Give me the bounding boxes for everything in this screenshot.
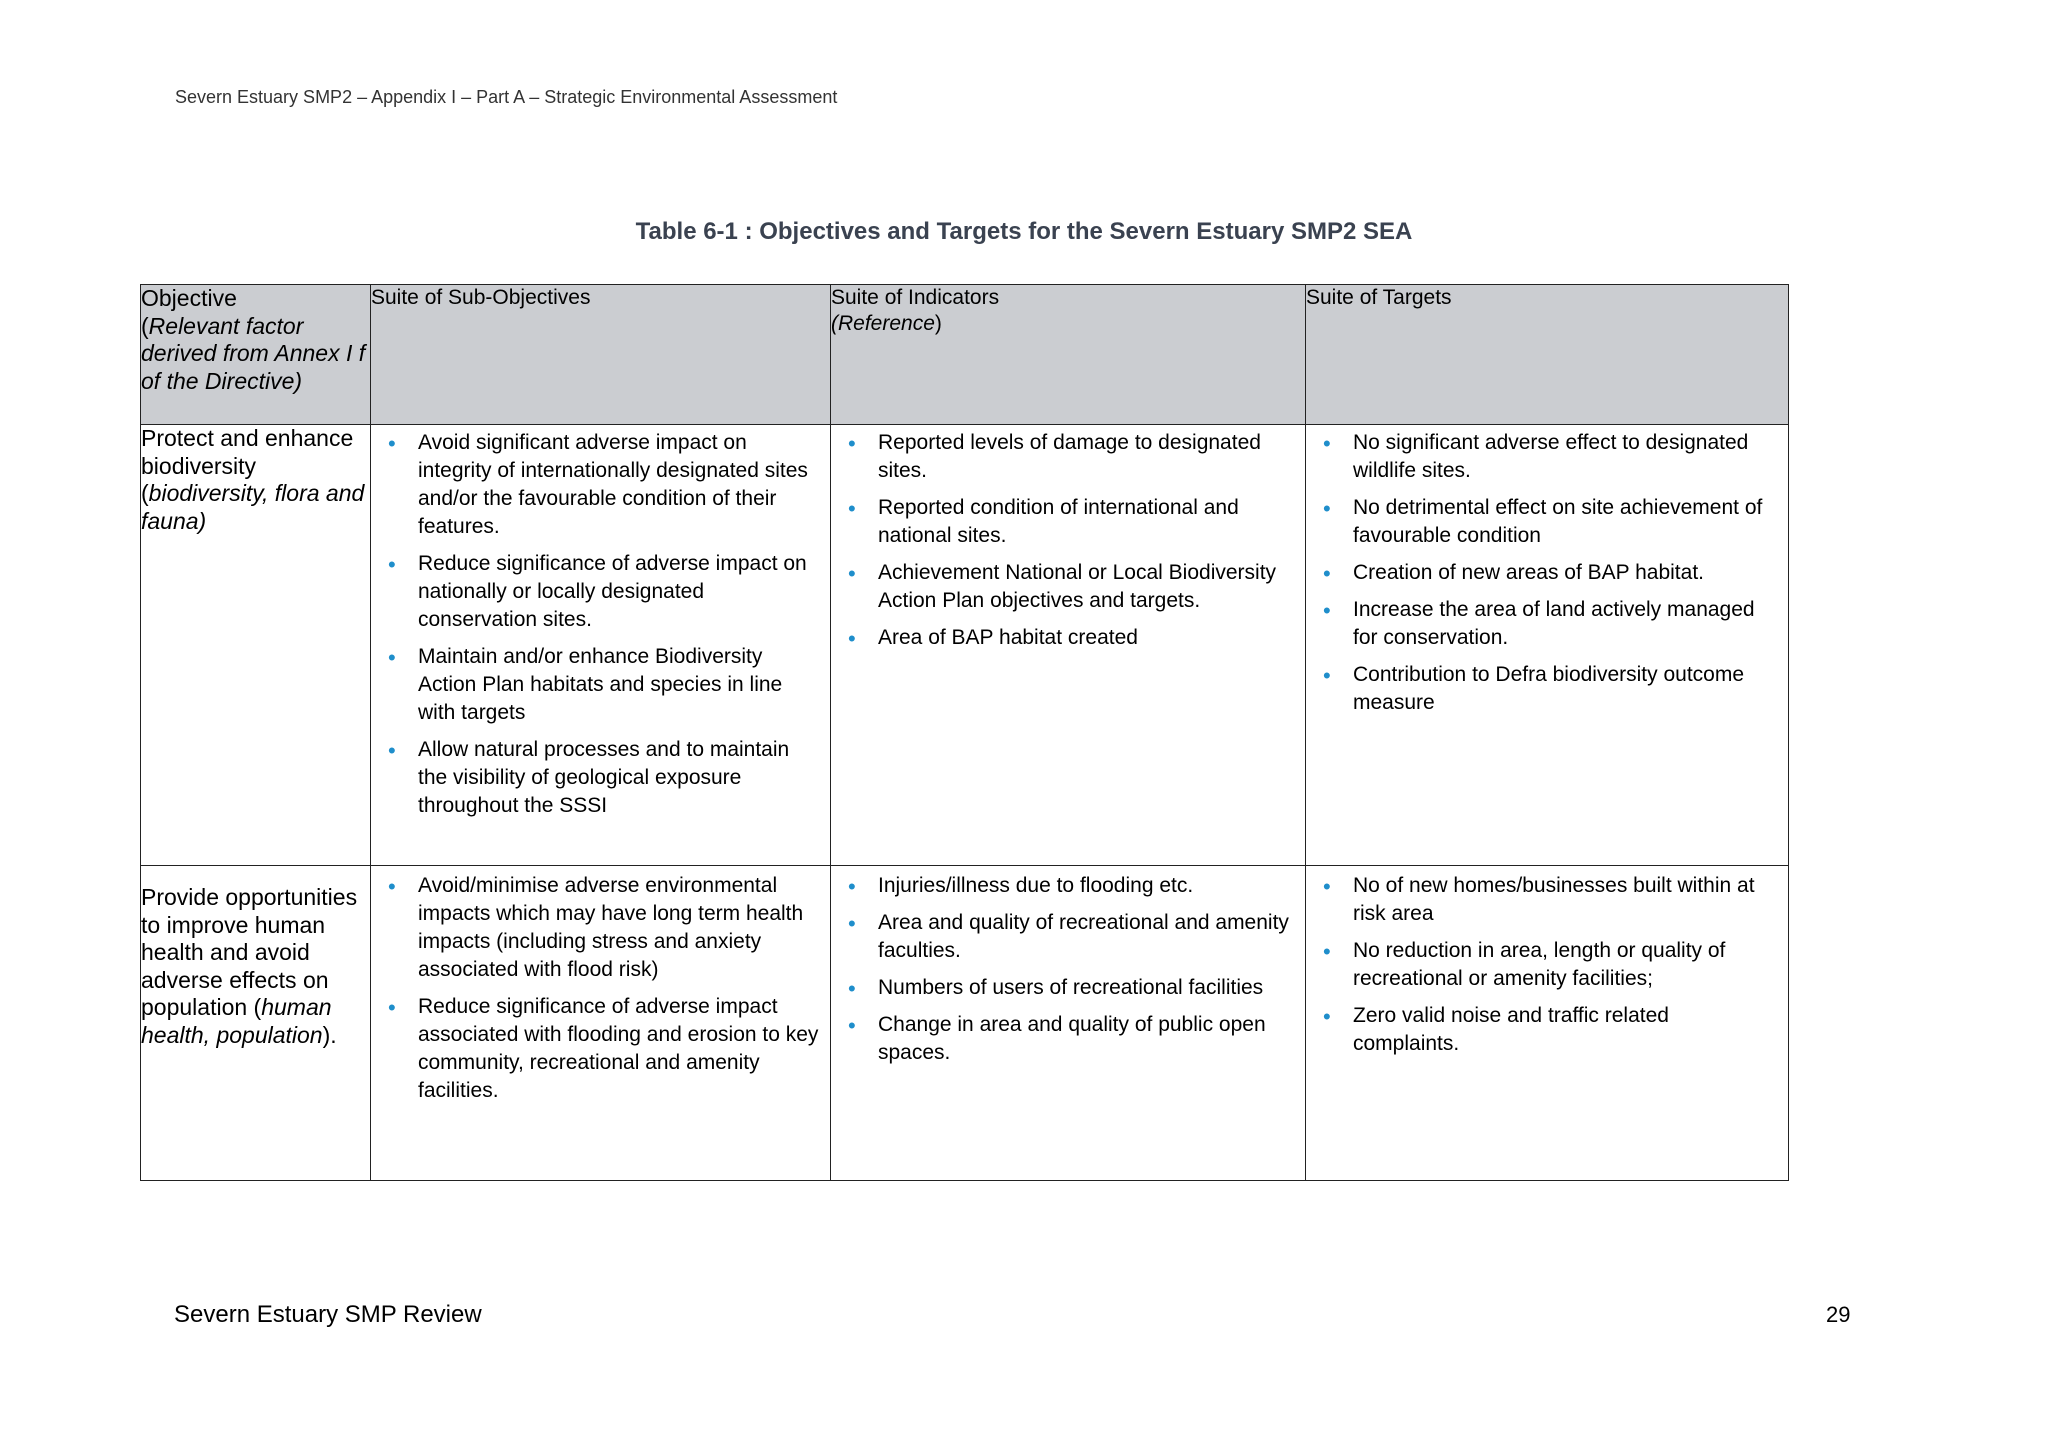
list-item bbox=[388, 872, 820, 984]
row-targets-cell bbox=[1306, 425, 1789, 866]
targets-list bbox=[1306, 425, 1788, 717]
header-indicators bbox=[831, 285, 1306, 425]
list-item-text: Reported condition of international and national sites. bbox=[878, 496, 1239, 547]
table-row bbox=[141, 425, 1789, 866]
header-sub-objectives: Suite of Sub-Objectives bbox=[371, 285, 831, 425]
list-item bbox=[848, 624, 1295, 652]
list-item bbox=[1323, 429, 1778, 485]
bullet-icon: • bbox=[1323, 496, 1331, 521]
row-objective-cell bbox=[141, 866, 371, 1181]
bullet-icon: • bbox=[388, 874, 396, 899]
list-item-text: Zero valid noise and traffic related complaints. bbox=[1353, 1004, 1669, 1055]
row-sub-objectives-cell bbox=[371, 425, 831, 866]
list-item-text: Increase the area of land actively managed for conservation. bbox=[1353, 598, 1755, 649]
bullet-icon: • bbox=[848, 874, 856, 899]
footer-title: Severn Estuary SMP Review bbox=[174, 1301, 482, 1328]
list-item bbox=[388, 550, 820, 634]
objective-factor: biodiversity, flora and fauna) bbox=[141, 480, 365, 534]
list-item-text: Area of BAP habitat created bbox=[878, 626, 1138, 649]
header-targets: Suite of Targets bbox=[1306, 285, 1789, 425]
bullet-icon: • bbox=[848, 496, 856, 521]
bullet-icon: • bbox=[1323, 1004, 1331, 1029]
bullet-icon: • bbox=[388, 645, 396, 670]
list-item-text: Numbers of users of recreational facilities bbox=[878, 976, 1264, 999]
indicators-list bbox=[831, 866, 1305, 1067]
table-row bbox=[141, 866, 1789, 1181]
indicators-list bbox=[831, 425, 1305, 652]
bullet-icon: • bbox=[1323, 874, 1331, 899]
table-title: Table 6-1 : Objectives and Targets for the Severn Estuary SMP2 SEA bbox=[635, 218, 1413, 245]
list-item bbox=[388, 736, 820, 820]
list-item-text: Maintain and/or enhance Biodiversity Action Plan habitats and species in line with targets bbox=[418, 645, 783, 724]
list-item-text: No significant adverse effect to designated wildlife sites. bbox=[1353, 431, 1749, 482]
bullet-icon: • bbox=[848, 561, 856, 586]
table-header-row bbox=[141, 285, 1789, 425]
bullet-icon: • bbox=[388, 431, 396, 456]
targets-list bbox=[1306, 866, 1788, 1058]
row-indicators-cell bbox=[831, 866, 1306, 1181]
objectives-table bbox=[140, 284, 1789, 1181]
bullet-icon: • bbox=[848, 431, 856, 456]
header-objective-paren: ( bbox=[141, 312, 149, 339]
bullet-icon: • bbox=[388, 738, 396, 763]
objective-suffix: ). bbox=[322, 1021, 337, 1048]
list-item bbox=[1323, 559, 1778, 587]
list-item bbox=[1323, 937, 1778, 993]
row-sub-objectives-cell bbox=[371, 866, 831, 1181]
bullet-icon: • bbox=[1323, 939, 1331, 964]
list-item bbox=[1323, 596, 1778, 652]
header-indicators-reference-paren: ) bbox=[934, 312, 942, 335]
list-item-text: Achievement National or Local Biodiversity Action Plan objectives and targets. bbox=[878, 561, 1277, 612]
sub-objectives-list bbox=[371, 866, 830, 1105]
objective-main: Protect and enhance biodiversity bbox=[141, 425, 354, 479]
bullet-icon: • bbox=[1323, 663, 1331, 688]
list-item bbox=[1323, 494, 1778, 550]
page-header: Severn Estuary SMP2 – Appendix I – Part A – Strategic Environmental Assessment bbox=[175, 87, 838, 107]
row-objective-cell bbox=[141, 425, 371, 866]
list-item bbox=[848, 909, 1295, 965]
list-item-text: Injuries/illness due to flooding etc. bbox=[878, 874, 1194, 897]
header-indicators-reference-text: (Reference bbox=[831, 312, 935, 335]
bullet-icon: • bbox=[848, 911, 856, 936]
list-item-text: No detrimental effect on site achievement of favourable condition bbox=[1353, 496, 1763, 547]
bullet-icon: • bbox=[848, 626, 856, 651]
list-item bbox=[848, 494, 1295, 550]
list-item bbox=[1323, 661, 1778, 717]
objective-main: Provide opportunities to improve human health and avoid adverse effects on population bbox=[141, 884, 358, 1020]
bullet-icon: • bbox=[848, 1013, 856, 1038]
sub-objectives-list bbox=[371, 425, 830, 820]
list-item-text: Allow natural processes and to maintain the visibility of geological exposure throughout the SSSI bbox=[418, 738, 790, 817]
list-item-text: Reduce significance of adverse impact associated with flooding and erosion to key community, recreational and amenity facilities. bbox=[418, 995, 819, 1102]
list-item-text: Creation of new areas of BAP habitat. bbox=[1353, 561, 1704, 584]
list-item bbox=[388, 429, 820, 541]
list-item bbox=[848, 1011, 1295, 1067]
list-item-text: Avoid/minimise adverse environmental impacts which may have long term health impacts (including stress and anxiety associated with flood risk) bbox=[418, 874, 804, 981]
list-item-text: Reduce significance of adverse impact on nationally or locally designated conservation sites. bbox=[418, 552, 807, 631]
bullet-icon: • bbox=[848, 976, 856, 1001]
bullet-icon: • bbox=[1323, 598, 1331, 623]
list-item bbox=[848, 974, 1295, 1002]
bullet-icon: • bbox=[388, 552, 396, 577]
bullet-icon: • bbox=[1323, 431, 1331, 456]
list-item-text: Contribution to Defra biodiversity outcome measure bbox=[1353, 663, 1745, 714]
page-number: 29 bbox=[1826, 1302, 1851, 1327]
list-item bbox=[388, 643, 820, 727]
list-item-text: No of new homes/businesses built within at risk area bbox=[1353, 874, 1755, 925]
header-indicators-reference bbox=[831, 311, 1305, 337]
bullet-icon: • bbox=[388, 995, 396, 1020]
objective-factor: human health, population bbox=[141, 994, 332, 1048]
header-indicators-title: Suite of Indicators bbox=[831, 286, 1000, 309]
list-item bbox=[848, 872, 1295, 900]
objective-paren: ( bbox=[141, 480, 149, 506]
row-targets-cell bbox=[1306, 866, 1789, 1181]
objective-paren: ( bbox=[247, 994, 262, 1020]
list-item-text: Avoid significant adverse impact on integrity of internationally designated sites and/or the favourable condition of their features. bbox=[418, 431, 808, 538]
bullet-icon: • bbox=[1323, 561, 1331, 586]
header-objective-subtitle: Relevant factor derived from Annex I f of the Directive) bbox=[141, 312, 366, 394]
header-objective-title: Objective bbox=[141, 285, 237, 311]
list-item bbox=[848, 559, 1295, 615]
list-item bbox=[1323, 872, 1778, 928]
list-item-text: Reported levels of damage to designated sites. bbox=[878, 431, 1261, 482]
list-item-text: Area and quality of recreational and amenity faculties. bbox=[878, 911, 1289, 962]
list-item bbox=[1323, 1002, 1778, 1058]
list-item bbox=[848, 429, 1295, 485]
list-item bbox=[388, 993, 820, 1105]
row-indicators-cell bbox=[831, 425, 1306, 866]
list-item-text: Change in area and quality of public open spaces. bbox=[878, 1013, 1266, 1064]
header-objective bbox=[141, 285, 371, 425]
list-item-text: No reduction in area, length or quality of recreational or amenity facilities; bbox=[1353, 939, 1726, 990]
